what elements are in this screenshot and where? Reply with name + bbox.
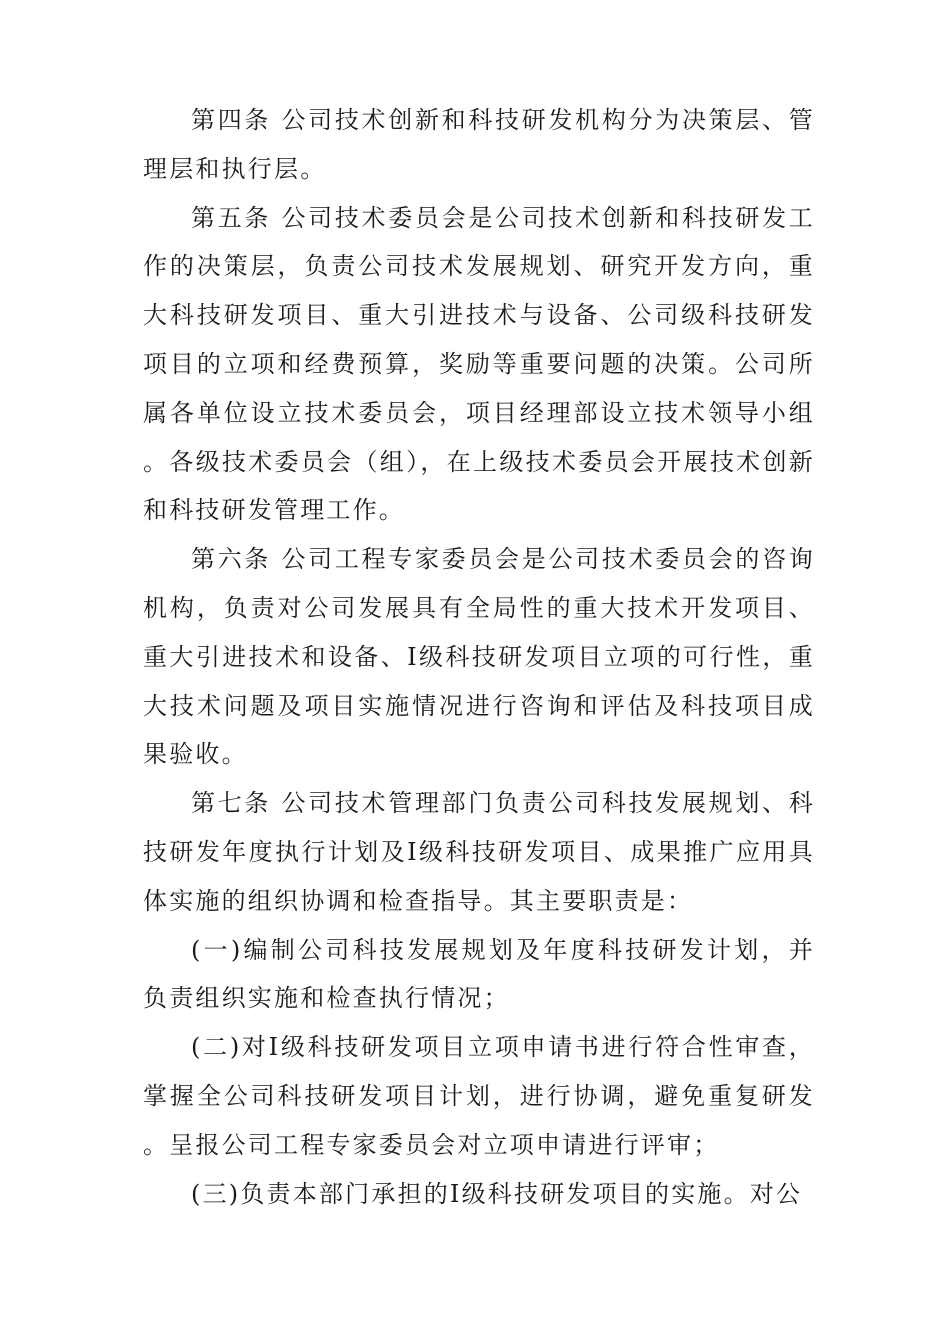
article-5-paragraph: 第五条 公司技术委员会是公司技术创新和科技研发工作的决策层，负责公司技术发展规划、研究开发方向，重大科技研发项目、重大引进技术与设备、公司级科技研发项目的立项和经费预算，奖励等重要问题的决策。公司所属各单位设立技术委员会，项目经理部设立技术领导小组。各级技术委员会（组），在上级技术委员会开展技术创新和科技研发管理工作。: [143, 203, 815, 525]
duty-item-2: (二)对Ⅰ级科技研发项目立项申请书进行符合性审查，掌握全公司科技研发项目计划，进行协调，避免重复研发。呈报公司工程专家委员会对立项申请进行评审；: [143, 1033, 815, 1159]
duty-item-1: (一)编制公司科技发展规划及年度科技研发计划，并负责组织实施和检查执行情况；: [143, 935, 815, 1013]
article-6-paragraph: 第六条 公司工程专家委员会是公司技术委员会的咨询机构，负责对公司发展具有全局性的重大技术开发项目、重大引进技术和设备、Ⅰ级科技研发项目立项的可行性，重大技术问题及项目实施情况进行咨询和评估及科技项目成果验收。: [143, 545, 815, 769]
article-7-paragraph: 第七条 公司技术管理部门负责公司科技发展规划、科技研发年度执行计划及Ⅰ级科技研发项目、成果推广应用具体实施的组织协调和检查指导。其主要职责是：: [143, 789, 815, 915]
duty-item-3: (三)负责本部门承担的Ⅰ级科技研发项目的实施。对公: [191, 1179, 803, 1208]
article-4-paragraph: 第四条 公司技术创新和科技研发机构分为决策层、管理层和执行层。: [143, 106, 815, 183]
document-body: [143, 96, 815, 1218]
